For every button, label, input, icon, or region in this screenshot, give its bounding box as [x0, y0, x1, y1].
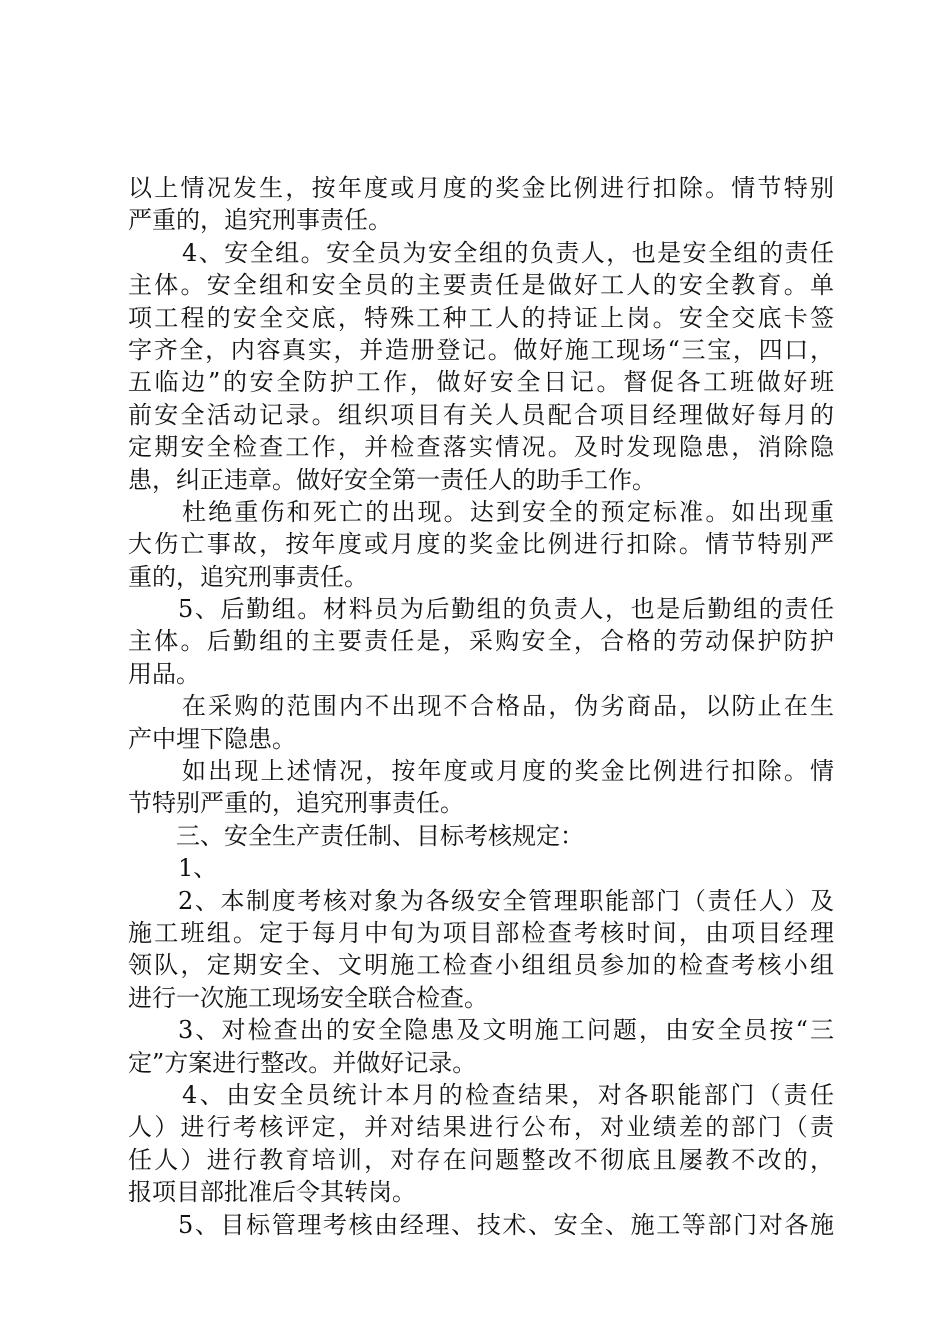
text-line: 施工班组。定于每月中旬为项目部检查考核时间，由项目经理	[128, 918, 834, 947]
text-line: 定期安全检查工作，并检查落实情况。及时发现隐患，消除隐	[128, 433, 834, 462]
text-line: 如出现上述情况，按年度或月度的奖金比例进行扣除。情	[182, 757, 834, 786]
text-line: 产中埋下隐患。	[128, 724, 296, 753]
text-line: 用品。	[128, 659, 200, 688]
text-line: 严重的，追究刑事责任。	[128, 206, 392, 235]
text-line: 1、	[178, 854, 218, 883]
text-line: 前安全活动记录。组织项目有关人员配合项目经理做好每月的	[128, 400, 834, 429]
text-line: 进行一次施工现场安全联合检查。	[128, 983, 488, 1012]
text-line: 4、由安全员统计本月的检查结果，对各职能部门（责任	[182, 1080, 834, 1109]
text-line: 大伤亡事故，按年度或月度的奖金比例进行扣除。情节特别严	[128, 530, 834, 559]
text-line: 领队，定期安全、文明施工检查小组组员参加的检查考核小组	[128, 951, 834, 980]
text-line: 项工程的安全交底，特殊工种工人的持证上岗。安全交底卡签	[128, 303, 834, 332]
text-line: 报项目部批准后令其转岗。	[128, 1178, 416, 1207]
text-line: 重的，追究刑事责任。	[128, 562, 368, 591]
text-line: 3、对检查出的安全隐患及文明施工问题，由安全员按“三	[178, 1016, 834, 1045]
text-line: 5、后勤组。材料员为后勤组的负责人，也是后勤组的责任	[178, 595, 834, 624]
text-line: 任人）进行教育培训，对存在问题整改不彻底且屡教不改的，	[128, 1145, 834, 1174]
document-body	[128, 172, 834, 1241]
text-line: 2、本制度考核对象为各级安全管理职能部门（责任人）及	[178, 886, 834, 915]
text-line: 以上情况发生，按年度或月度的奖金比例进行扣除。情节特别	[128, 174, 834, 202]
text-line: 杜绝重伤和死亡的出现。达到安全的预定标准。如出现重	[182, 497, 834, 526]
text-line: 字齐全，内容真实，并造册登记。做好施工现场“三宝，四口，	[128, 335, 834, 364]
text-line: 在采购的范围内不出现不合格品，伪劣商品，以防止在生	[182, 692, 834, 721]
text-line: 节特别严重的，追究刑事责任。	[128, 789, 464, 818]
text-line: 4、安全组。安全员为安全组的负责人，也是安全组的责任	[182, 238, 834, 267]
text-line: 主体。后勤组的主要责任是，采购安全，合格的劳动保护防护	[128, 627, 834, 656]
text-line: 人）进行考核评定，并对结果进行公布，对业绩差的部门（责	[128, 1113, 834, 1142]
text-line: 定”方案进行整改。并做好记录。	[128, 1048, 477, 1077]
text-line: 患，纠正违章。做好安全第一责任人的助手工作。	[128, 465, 656, 494]
text-line: 三、安全生产责任制、目标考核规定：	[176, 821, 584, 850]
text-line: 五临边”的安全防护工作，做好安全日记。督促各工班做好班	[128, 368, 834, 397]
text-line: 主体。安全组和安全员的主要责任是做好工人的安全教育。单	[128, 271, 834, 300]
text-line: 5、目标管理考核由经理、技术、安全、施工等部门对各施	[178, 1210, 834, 1239]
